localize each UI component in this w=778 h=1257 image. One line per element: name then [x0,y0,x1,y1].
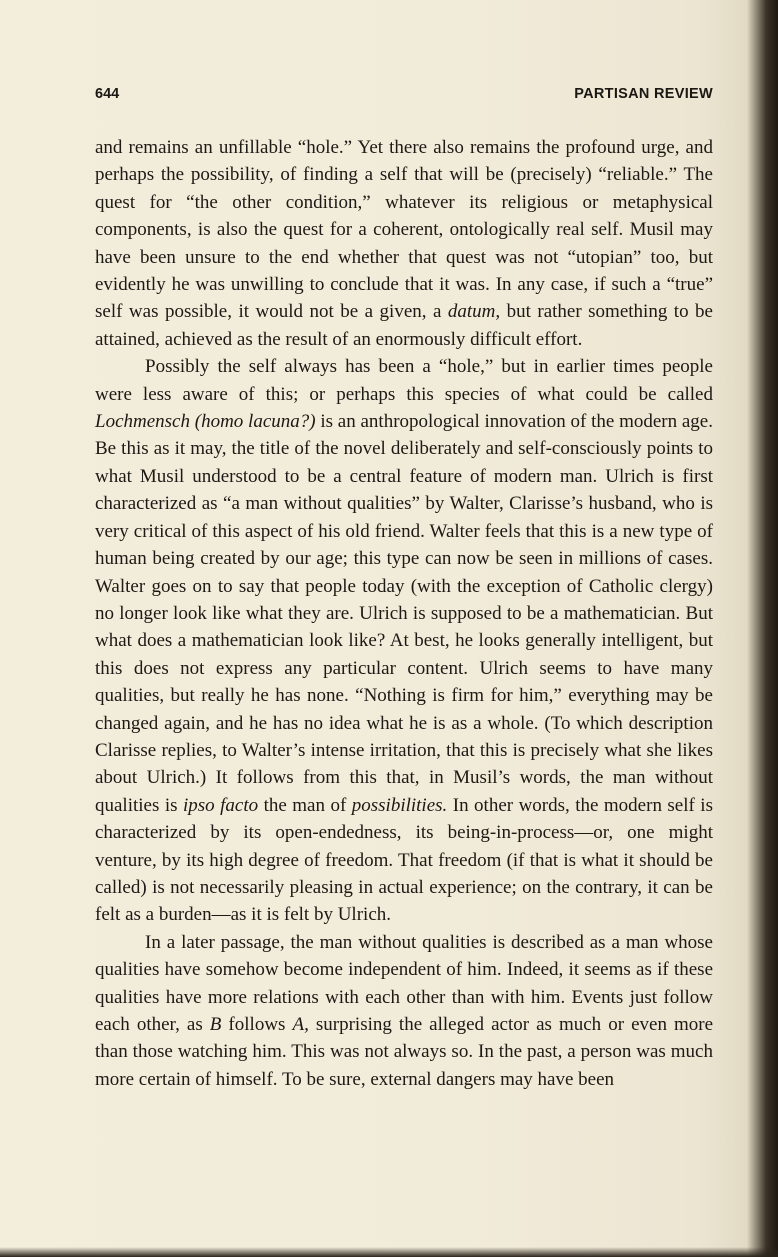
text-run: Possibly the self always has been a “hole,” but in earlier times people were less aware of this; or perhaps this species of what could be called [95,356,713,405]
italic-text: possibilities. [351,794,448,816]
text-run: is an anthropological innovation of the modern age. Be this as it may, the title of the novel deliberately and self-consciously points to what Musil understood to be a central feature of modern man. Ulrich is first characterized as “a man without qualities” by Walter, Clarisse’s husband, who is very critical of this aspect of his old friend. Walter feels that this is a new type of human being created by our age; this type can now be seen in millions of cases. Walter goes on to say that people today (with the exception of Catholic clergy) no longer look like what they are. Ulrich is supposed to be a mathematician. But what does a mathematician look like? At best, he looks generally intelligent, but this does not express any particular content. Ulrich seems to have many qualities, but really he has none. “Nothing is firm for him,” everything may be changed again, and he has no idea what he is as a whole. (To which description Clarisse replies, to Walter’s intense irritation, that this is precisely what she likes about Ulrich.) It follows from this that, in Musil’s words, the man without qualities is [95,411,713,816]
text-run: surprising the alleged actor as much or even more than those watching him. This was not always so. In the past, a person was much more certain of himself. To be sure, external dangers may have been [95,1014,714,1090]
text-run: but rather something to be attained, achieved as the result of an enormously difficult effort. [95,301,713,350]
paragraph-1 [95,134,713,353]
italic-text: Lochmensch (homo lacuna?) [95,411,316,433]
text-run: In a later passage, the man without qualities is described as a man whose qualities have somehow become independent of him. Indeed, it seems as if these qualities have more relations with each other than with him. Events just follow each other, as [95,931,713,1035]
running-header [95,86,713,106]
text-run: the man of [258,794,352,816]
paragraph-3 [95,929,713,1093]
page-number: 644 [95,86,120,102]
running-title: PARTISAN REVIEW [574,86,713,102]
italic-text: A, [292,1014,309,1035]
page-bottom-edge [0,1247,778,1257]
italic-text: ipso facto [182,794,259,816]
italic-text: B [209,1014,222,1035]
text-run: and remains an unfillable “hole.” Yet there also remains the profound urge, and perhaps the possibility, of finding a self that will be (precisely) “reliable.” The quest for “the other condition,” whatever its religious or metaphysical components, is also the quest for a coherent, ontologically real self. Musil may have been unsure to the end whether that quest was not “utopian” too, but evidently he was unwilling to conclude that it was. In any case, if such a “true” self was possible, it would not be a given, a [95,137,713,323]
italic-text: datum, [447,301,501,323]
text-run: follows [221,1014,293,1035]
text-run: In other words, the modern self is characterized by its open-endedness, its being-in-process—or, one might venture, by its high degree of freedom. That freedom (if that is what it should be called) is not necessarily pleasing in actual experience; on the contrary, it can be felt as a burden—as it is felt by Ulrich. [95,794,713,926]
paragraph-2 [95,353,713,929]
body-text [95,134,713,1093]
